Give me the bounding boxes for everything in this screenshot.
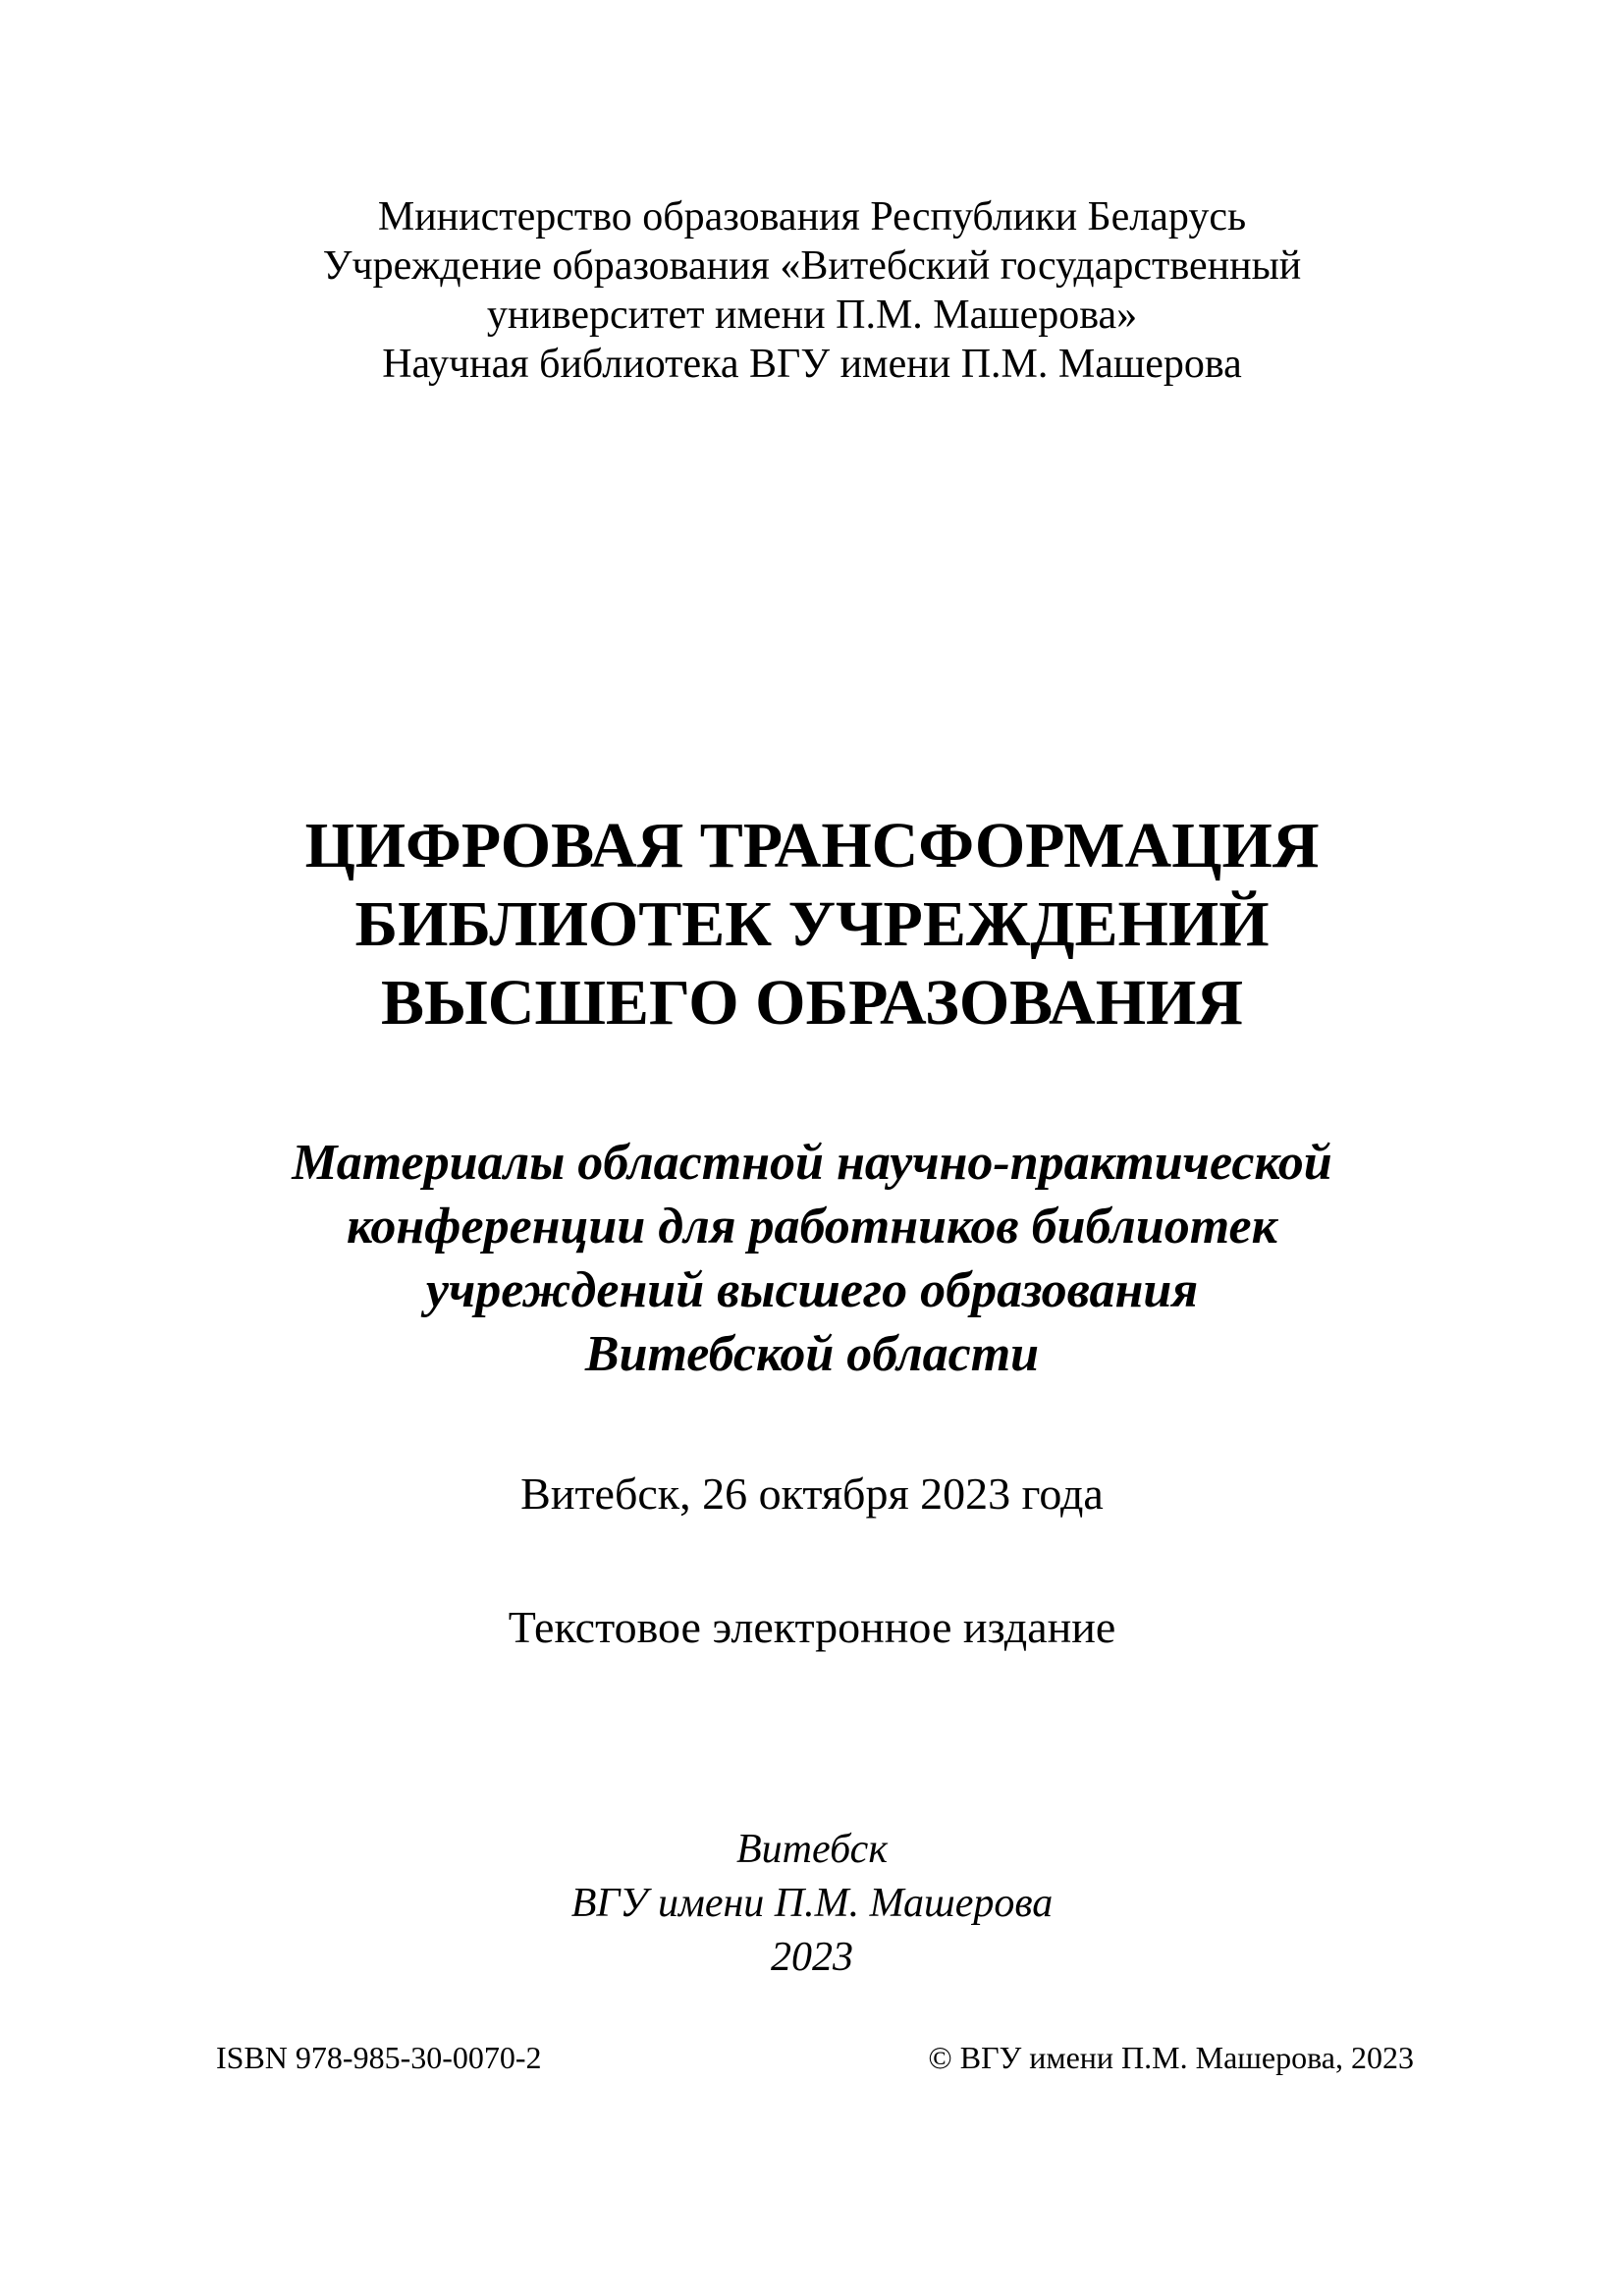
subtitle-line-3: учреждений высшего образования [425, 1262, 1199, 1318]
library-line: Научная библиотека ВГУ имени П.М. Машерова [382, 342, 1242, 387]
subtitle-line-1: Материалы областной научно-практической [292, 1135, 1332, 1191]
event-date [0, 1467, 1624, 1522]
title-line-1: ЦИФРОВАЯ ТРАНСФОРМАЦИЯ [304, 810, 1320, 881]
ministry-line: Министерство образования Республики Беларусь [377, 194, 1247, 240]
institution-line-2: университет имени П.М. Машерова» [486, 293, 1138, 338]
edition-type-text: Текстовое электронное издание [508, 1602, 1116, 1652]
imprint-year: 2023 [771, 1935, 853, 1980]
title-line-3: ВЫСШЕГО ОБРАЗОВАНИЯ [380, 967, 1244, 1039]
imprint [0, 1823, 1624, 1985]
imprint-publisher: ВГУ имени П.М. Машерова [570, 1881, 1054, 1926]
institution-header [0, 192, 1624, 389]
edition-type [0, 1600, 1624, 1655]
event-date-text: Витебск, 26 октября 2023 года [520, 1468, 1104, 1519]
institution-line-1: Учреждение образования «Витебский государственный [322, 243, 1302, 289]
isbn: ISBN 978-985-30-0070-2 [216, 2040, 542, 2075]
document-subtitle [0, 1131, 1624, 1386]
copyright: © ВГУ имени П.М. Машерова, 2023 [928, 2040, 1414, 2075]
subtitle-line-2: конференции для работников библиотек [347, 1199, 1277, 1255]
subtitle-line-4: Витебской области [584, 1326, 1040, 1382]
title-line-2: БИБЛИОТЕК УЧРЕЖДЕНИЙ [354, 888, 1270, 960]
imprint-city: Витебск [736, 1827, 888, 1872]
document-title [0, 807, 1624, 1042]
